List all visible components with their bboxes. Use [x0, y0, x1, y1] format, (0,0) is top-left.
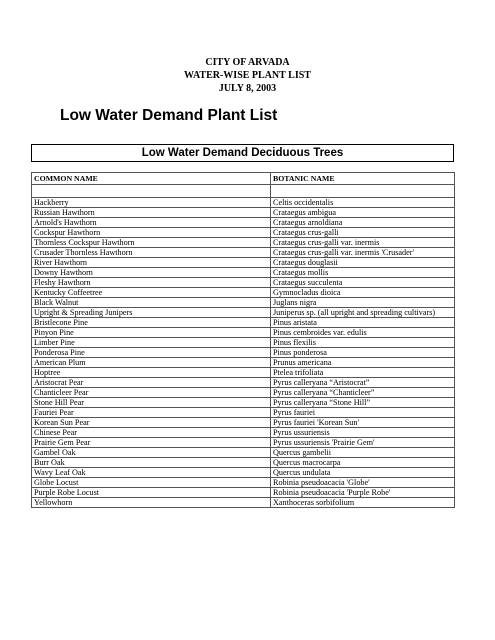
table-row: [32, 208, 455, 218]
common-name-cell: Black Walnut: [32, 298, 271, 308]
common-name-cell: Fauriei Pear: [32, 408, 271, 418]
botanic-name-cell: Juniperus sp. (all upright and spreading cultivars): [271, 308, 455, 318]
common-name-cell: Upright & Spreading Junipers: [32, 308, 271, 318]
common-name-cell: Bristlecone Pine: [32, 318, 271, 328]
plant-table: [31, 172, 455, 508]
table-spacer-row: [32, 185, 455, 198]
botanic-name-cell: Pinus ponderosa: [271, 348, 455, 358]
common-name-cell: Pinyon Pine: [32, 328, 271, 338]
botanic-name-cell: Prunus americana: [271, 358, 455, 368]
common-name-cell: Crusader Thornless Hawthorn: [32, 248, 271, 258]
common-name-cell: American Plum: [32, 358, 271, 368]
table-row: [32, 428, 455, 438]
botanic-name-cell: Crataegus ambigua: [271, 208, 455, 218]
column-header-common-name: COMMON NAME: [32, 173, 271, 185]
table-row: [32, 368, 455, 378]
common-name-cell: River Hawthorn: [32, 258, 271, 268]
botanic-name-cell: Crataegus crus-galli var. inermis 'Crusader': [271, 248, 455, 258]
common-name-cell: Kentucky Coffeetree: [32, 288, 271, 298]
table-row: [32, 218, 455, 228]
table-row: [32, 318, 455, 328]
botanic-name-cell: Robinia pseudoacacia 'Purple Robe': [271, 488, 455, 498]
common-name-cell: Wavy Leaf Oak: [32, 468, 271, 478]
common-name-cell: Gambel Oak: [32, 448, 271, 458]
botanic-name-cell: Pinus flexilis: [271, 338, 455, 348]
botanic-name-cell: Quercus gambelii: [271, 448, 455, 458]
header-city: CITY OF ARVADA: [205, 57, 290, 68]
common-name-cell: Arnold's Hawthorn: [32, 218, 271, 228]
table-row: [32, 448, 455, 458]
table-row: [32, 308, 455, 318]
botanic-name-cell: Pyrus ussuriensis 'Prairie Gem': [271, 438, 455, 448]
botanic-name-cell: Crataegus succulenta: [271, 278, 455, 288]
table-row: [32, 478, 455, 488]
table-row: [32, 418, 455, 428]
botanic-name-cell: Crataegus douglasii: [271, 258, 455, 268]
common-name-cell: Aristocrat Pear: [32, 378, 271, 388]
table-row: [32, 488, 455, 498]
table-row: [32, 358, 455, 368]
table-row: [32, 298, 455, 308]
common-name-cell: Fleshy Hawthorn: [32, 278, 271, 288]
botanic-name-cell: Crataegus arnoldiana: [271, 218, 455, 228]
common-name-cell: Korean Sun Pear: [32, 418, 271, 428]
header-date: JULY 8, 2003: [218, 83, 277, 94]
spacer-cell: [271, 185, 455, 198]
common-name-cell: Russian Hawthorn: [32, 208, 271, 218]
common-name-cell: Chinese Pear: [32, 428, 271, 438]
table-row: [32, 398, 455, 408]
common-name-cell: Ponderosa Pine: [32, 348, 271, 358]
botanic-name-cell: Pyrus calleryana “Stone Hill”: [271, 398, 455, 408]
botanic-name-cell: Celtis occidentalis: [271, 198, 455, 208]
table-row: [32, 278, 455, 288]
botanic-name-cell: Gymnocladus dioica: [271, 288, 455, 298]
table-row: [32, 328, 455, 338]
common-name-cell: Thornless Cockspur Hawthorn: [32, 238, 271, 248]
table-row: [32, 248, 455, 258]
table-row: [32, 238, 455, 248]
botanic-name-cell: Pinus cembroides var. edulis: [271, 328, 455, 338]
table-header-row: [32, 173, 455, 185]
table-row: [32, 258, 455, 268]
spacer-cell: [32, 185, 271, 198]
botanic-name-cell: Robinia pseudoacacia 'Globe': [271, 478, 455, 488]
common-name-cell: Purple Robe Locust: [32, 488, 271, 498]
botanic-name-cell: Crataegus crus-galli: [271, 228, 455, 238]
header-list-name: WATER-WISE PLANT LIST: [184, 70, 311, 81]
table-row: [32, 468, 455, 478]
table-row: [32, 338, 455, 348]
botanic-name-cell: Ptelea trifoliata: [271, 368, 455, 378]
botanic-name-cell: Pyrus calleryana “Chanticleer”: [271, 388, 455, 398]
column-header-botanic-name: BOTANIC NAME: [271, 173, 455, 185]
table-row: [32, 198, 455, 208]
common-name-cell: Limber Pine: [32, 338, 271, 348]
botanic-name-cell: Pyrus fauriei 'Korean Sun': [271, 418, 455, 428]
table-row: [32, 438, 455, 448]
table-row: [32, 228, 455, 238]
common-name-cell: Burr Oak: [32, 458, 271, 468]
section-title: Low Water Demand Plant List: [60, 107, 278, 124]
botanic-name-cell: Xanthoceras sorbifolium: [271, 498, 455, 508]
table-title-box: [31, 144, 454, 162]
common-name-cell: Cockspur Hawthorn: [32, 228, 271, 238]
table-row: [32, 288, 455, 298]
table-row: [32, 388, 455, 398]
botanic-name-cell: Pyrus ussuriensis: [271, 428, 455, 438]
botanic-name-cell: Juglans nigra: [271, 298, 455, 308]
common-name-cell: Stone Hill Pear: [32, 398, 271, 408]
table-row: [32, 268, 455, 278]
botanic-name-cell: Crataegus crus-galli var. inermis: [271, 238, 455, 248]
botanic-name-cell: Pyrus calleryana “Aristocrat”: [271, 378, 455, 388]
table-row: [32, 378, 455, 388]
botanic-name-cell: Quercus undulata: [271, 468, 455, 478]
common-name-cell: Downy Hawthorn: [32, 268, 271, 278]
common-name-cell: Globe Locust: [32, 478, 271, 488]
table-title: Low Water Demand Deciduous Trees: [141, 147, 344, 159]
table-row: [32, 498, 455, 508]
common-name-cell: Prairie Gem Pear: [32, 438, 271, 448]
common-name-cell: Chanticleer Pear: [32, 388, 271, 398]
common-name-cell: Hoptree: [32, 368, 271, 378]
botanic-name-cell: Pinus aristata: [271, 318, 455, 328]
common-name-cell: Hackberry: [32, 198, 271, 208]
table-row: [32, 408, 455, 418]
table-row: [32, 348, 455, 358]
botanic-name-cell: Crataegus mollis: [271, 268, 455, 278]
common-name-cell: Yellowhorn: [32, 498, 271, 508]
botanic-name-cell: Pyrus fauriei: [271, 408, 455, 418]
botanic-name-cell: Quercus macrocarpa: [271, 458, 455, 468]
table-row: [32, 458, 455, 468]
